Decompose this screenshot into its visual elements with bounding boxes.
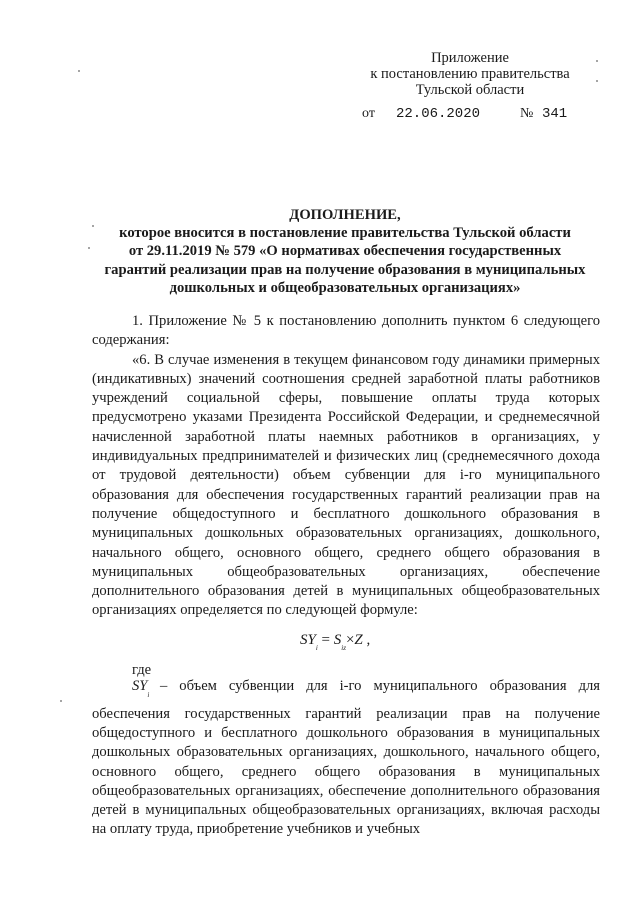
number-sign: № [520,106,534,121]
sy-symbol-sub: i [147,691,150,699]
sy-symbol [132,678,150,699]
sy-definition-rest: обеспечения государственных гарантий реализации прав на получение общедоступного и бесплатного дошкольного образования в муниципальных дошкольных образовательных организациях, дошкольного, начального общего, основного общего, среднего общего образования в муниципальных общеобразовательных организациях, обеспечение дополнительного образования детей в муниципальных общеобразовательных организациях, включая расходы на оплату труда, приобретение учебников и учебных [92,706,600,838]
scan-speck [596,80,598,82]
title-line-4: дошкольных и общеобразовательных организациях» [169,279,521,296]
sy-definition-body [92,705,600,839]
title-line-1: которое вносится в постановление правительства Тульской области [119,225,571,242]
scan-speck [88,247,90,249]
appendix-ref: к постановлению правительства [370,66,570,82]
scan-speck [78,70,80,72]
appendix-region: Тульской области [415,82,525,98]
formula-lhs: SY [300,632,316,648]
sy-symbol-text: SY [132,678,148,694]
date-prefix: от [362,106,375,121]
body-paragraphs [92,312,600,621]
formula-lhs-sub: i [315,644,318,652]
title-main: ДОПОЛНЕНИЕ, [289,207,401,223]
title-line-2: от 29.11.2019 № 579 «О нормативах обеспечения государственных [128,243,562,260]
appendix-title: Приложение [431,50,509,66]
formula-times: × [345,632,355,648]
paragraph-2: «6. В случае изменения в текущем финансовом году динамики примерных (индикативных) значений соотношения средней заработной платы работников учреждений социальной сферы, повышение оплаты труда которых предусмотрено указами Президента Российской Федерации, и среднемесячной начисленной заработной платы наемных работников в организациях, у индивидуальных предпринимателей и физических лиц (среднемесячного дохода от трудовой деятельности) объем субвенции для i-го муниципального образования для обеспечения государственных гарантий реализации прав на получение общедоступного и бесплатного дошкольного образования в муниципальных дошкольных образовательных организациях, дошкольного, начального общего, основного общего, среднего общего образования в муниципальных общеобразовательных организациях, обеспечение дополнительного образования детей в муниципальных общеобразовательных организациях определяется по следующей формуле: [92,351,600,619]
formula-z: Z [354,632,363,648]
sy-definition-first-line: – объем субвенции для i-го муниципального образования для [160,678,600,694]
paragraph-1: 1. Приложение № 5 к постановлению дополнить пунктом 6 следующего содержания: [92,313,600,349]
formula-s: S [333,632,342,648]
document-date: 22.06.2020 [396,106,481,122]
where-label: где [132,662,152,678]
formula [300,632,371,652]
scan-speck [60,700,62,702]
appendix-block [360,50,580,98]
formula-tail: , [362,632,371,648]
document-number: 341 [542,106,568,122]
document-title [80,206,610,297]
formula-eq: = [317,632,334,648]
scan-speck [92,225,94,227]
formula-s-sub: iz [341,644,346,652]
scan-speck [596,60,598,62]
title-line-3: гарантий реализации прав на получение образования в муниципальных [104,261,586,278]
